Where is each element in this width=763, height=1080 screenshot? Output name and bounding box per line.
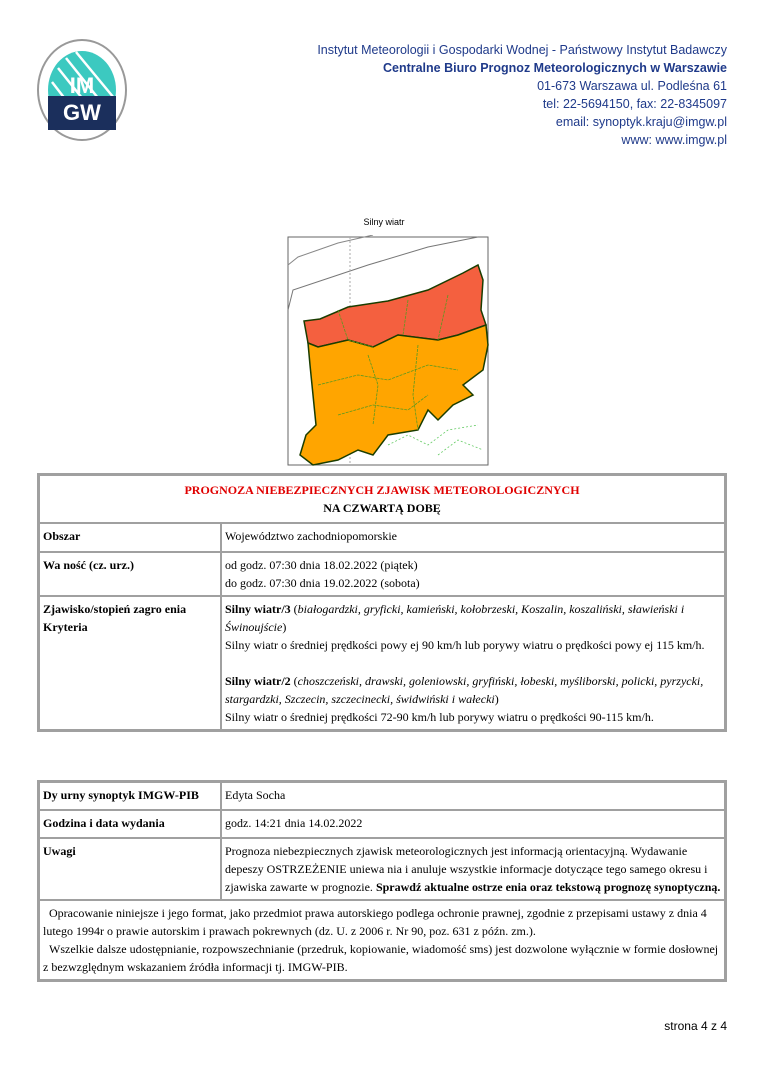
warning-map — [278, 235, 492, 468]
validity-label: Wa ność (cz. urz.) — [39, 552, 221, 596]
level2-entry: Silny wiatr/2 (choszczeński, drawski, goleniowski, gryfiński, łobeski, myśliborski, policki, pyrzycki, stargardzki, Szczecin, szczecinecki, świdwiński i wałecki) — [225, 674, 704, 706]
email: email: synoptyk.kraju@imgw.pl — [555, 115, 727, 129]
forecaster-value: Edyta Socha — [221, 782, 725, 810]
validity-to: do godz. 07:30 dnia 19.02.2022 (sobota) — [225, 576, 420, 590]
address: 01-673 Warszawa ul. Podleśna 61 — [537, 79, 727, 93]
area-label: Obszar — [39, 523, 221, 552]
criteria-label: Kryteria — [43, 620, 88, 634]
website: www: www.imgw.pl — [621, 133, 727, 147]
phenomenon-label — [39, 596, 221, 730]
notes-bold: Sprawdź aktualne ostrze enia oraz tekstową prognozę synoptyczną. — [375, 880, 721, 894]
copyright-1: Opracowanie niniejsze i jego format, jako przedmiot prawa autorskiego podlega ochronie prawnej, zgodnie z przepisami ustawy z dnia 4 lutego 1994r o prawie autorskim i prawach pokrewnych (dz. U. z 2006 r. Nr 90, poz. 631 z późn. zm.). — [43, 906, 707, 938]
validity-from: od godz. 07:30 dnia 18.02.2022 (piątek) — [225, 558, 418, 572]
level2-description: Silny wiatr o średniej prędkości 72-90 km/h lub porywy wiatru o prędkości 90-115 km/h. — [225, 710, 654, 724]
imgw-logo — [36, 38, 128, 142]
svg-text:GW: GW — [63, 100, 101, 125]
level3-description: Silny wiatr o średniej prędkości powy ej 90 km/h lub porywy wiatru o prędkości powy ej 115 km/h. — [225, 638, 705, 652]
phenomenon-value — [221, 596, 725, 730]
level3-entry: Silny wiatr/3 (białogardzki, gryficki, kamieński, kołobrzeski, Koszalin, koszaliński, sławieński i Świnoujście) — [225, 602, 685, 634]
info-table — [37, 780, 727, 982]
institution-header — [317, 41, 727, 149]
level3-title: Silny wiatr/3 — [225, 602, 291, 616]
notes-value — [221, 838, 725, 900]
forecaster-label: Dy urny synoptyk IMGW-PIB — [39, 782, 221, 810]
forecast-title-line1: PROGNOZA NIEBEZPIECZNYCH ZJAWISK METEOROLOGICZNYCH — [184, 483, 580, 497]
institute-name: Instytut Meteorologii i Gospodarki Wodnej - Państwowy Instytut Badawczy — [317, 43, 727, 57]
notes-label: Uwagi — [39, 838, 221, 900]
notes-text: Prognoza niebezpiecznych zjawisk meteorologicznych jest informacją orientacyjną. Wydawanie depeszy OSTRZEŻENIE uniewa nia i anuluje wszystkie informacje dotyczące tego samego okresu i zjawiska zawarte w prognozie. — [225, 844, 708, 894]
level2-counties: choszczeński, drawski, goleniowski, gryfiński, łobeski, myśliborski, policki, pyrzycki, stargardzki, Szczecin, szczecinecki, świdwiński i wałecki — [225, 674, 704, 706]
level2-title: Silny wiatr/2 — [225, 674, 291, 688]
svg-text:IM: IM — [69, 73, 95, 98]
copyright-2: Wszelkie dalsze udostępnianie, rozpowszechnianie (przedruk, kopiowanie, wiadomość sms) jest dozwolone wyłącznie w formie dosłownej z bezwzględnym wskazaniem źródła informacji tj. IMGW-PIB. — [43, 942, 719, 974]
map-title: Silny wiatr — [363, 217, 405, 227]
validity-value — [221, 552, 725, 596]
area-value: Województwo zachodniopomorskie — [221, 523, 725, 552]
page-number: strona 4 z 4 — [664, 1019, 727, 1033]
forecast-title — [39, 475, 725, 523]
copyright — [39, 900, 725, 980]
bureau-name: Centralne Biuro Prognoz Meteorologicznych w Warszawie — [382, 61, 727, 75]
issued-value: godz. 14:21 dnia 14.02.2022 — [221, 810, 725, 838]
phone: tel: 22-5694150, fax: 22-8345097 — [542, 97, 727, 111]
phenomenon-label-text: Zjawisko/stopień zagro enia — [43, 602, 187, 616]
forecast-table — [37, 473, 727, 732]
forecast-title-line2: NA CZWARTĄ DOBĘ — [323, 501, 441, 515]
issued-label: Godzina i data wydania — [39, 810, 221, 838]
level3-counties: białogardzki, gryficki, kamieński, kołobrzeski, Koszalin, koszaliński, sławieński i Świnoujście — [225, 602, 685, 634]
